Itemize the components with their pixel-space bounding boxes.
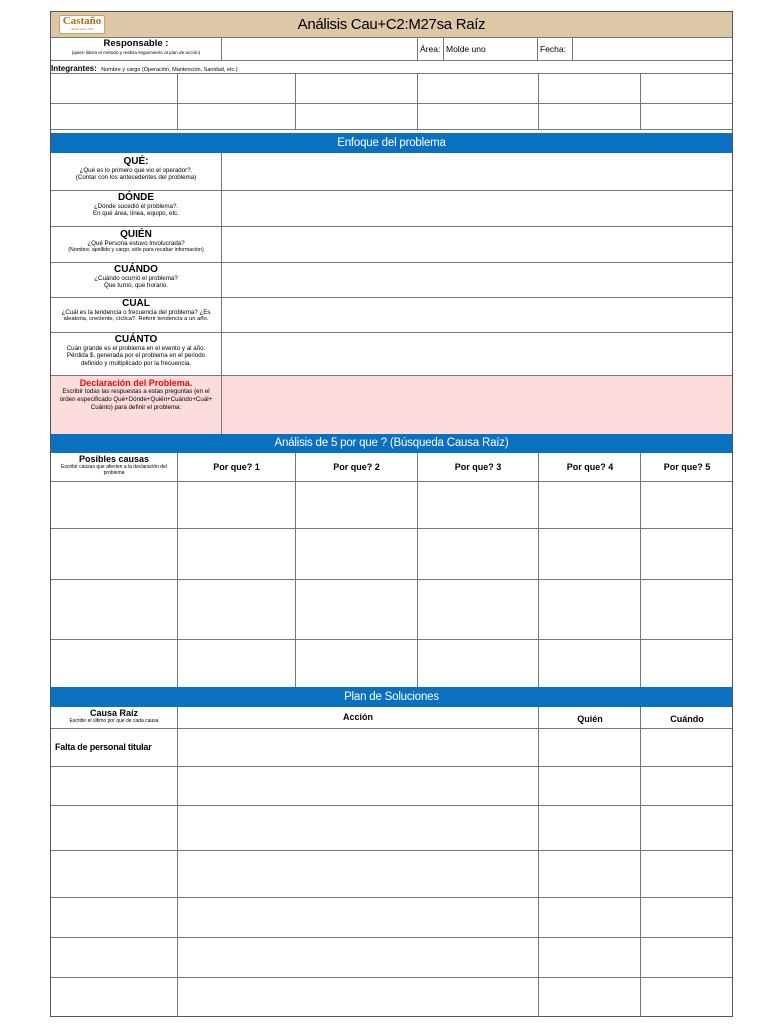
que-prompt [51, 156, 221, 189]
grid-line [295, 73, 296, 129]
grid-line [51, 37, 732, 38]
first-root-cause[interactable]: Falta de personal titular [55, 742, 152, 752]
responsable-label-cell [51, 38, 221, 60]
cuando-answer[interactable] [222, 263, 732, 297]
integrantes-label: Integrantes: [51, 64, 97, 73]
grid-line [177, 707, 178, 1017]
que-answer[interactable] [222, 154, 732, 190]
cuanto-title: CUÁNTO [114, 334, 158, 345]
area-value[interactable]: Molde uno [446, 44, 486, 54]
cuanto-line-3: definido y multiplicado por la frecuencia, [80, 359, 192, 367]
grid-line [51, 60, 732, 61]
donde-line-1: ¿Dónde sucedió el problema?. [93, 203, 179, 210]
declaracion-prompt [51, 378, 221, 434]
analysis-form [50, 11, 733, 1017]
cuando-title: CUÁNDO [114, 264, 158, 275]
donde-prompt [51, 192, 221, 225]
responsable-sub: (quien lidera el método y realiza seguimiento al plan de acción) [71, 50, 201, 55]
enfoque-section-header: Enfoque del problema [51, 133, 732, 153]
porque-4-header: Por que? 4 [566, 462, 614, 472]
posibles-causas-header [51, 454, 177, 482]
grid-line [51, 129, 732, 130]
declaracion-line-2: orden especificado Qué+Dónde+Quién+Cuándo+Cuál+ [59, 396, 213, 403]
grid-line [177, 453, 178, 687]
posibles-causas-sub: Escribir causas que afecten a la declaración del problema [61, 464, 167, 476]
cinco-porque-section-header: Análisis de 5 por que ? (Búsqueda Causa Raíz) [51, 434, 732, 453]
grid-line [443, 37, 444, 60]
quien-line-1: ¿Qué Persona estuvo Involucrada? [87, 240, 185, 247]
grid-line [537, 37, 538, 60]
cuando-header: Cuándo [670, 714, 704, 724]
cual-line-2: aleatoria, creciente, cíclica?. Referir tendencia a un año. [63, 316, 209, 323]
donde-title: DÓNDE [117, 192, 155, 203]
grid-line [538, 707, 539, 1017]
que-line-2: (Contar con los antecedentes del problema) [75, 174, 197, 182]
integrantes-header [51, 61, 732, 73]
causa-raiz-sub: Escribir el último por que de cada causa [69, 718, 159, 724]
declaracion-answer[interactable] [222, 376, 732, 434]
quien-line-2: (Nombre, apellido y cargo, sólo para recabar información) [68, 247, 204, 254]
declaracion-line-3: Cuánto) para definir el problema: [90, 404, 182, 411]
grid-line [51, 262, 732, 263]
grid-line [221, 37, 222, 60]
donde-answer[interactable] [222, 191, 732, 226]
grid-line [51, 226, 732, 227]
grid-line [51, 579, 732, 580]
grid-line [640, 707, 641, 1017]
cual-answer[interactable] [222, 298, 732, 332]
logo-tagline: calidad desde 1936 [70, 27, 94, 31]
quien-prompt [51, 229, 221, 262]
causa-raiz-header [51, 708, 177, 728]
porque-2-header: Por que? 2 [333, 462, 380, 472]
cual-line-1: ¿Cuál es la tendencia o frecuencia del problema? ¿Es [61, 309, 211, 316]
cuanto-line-2: Pérdida $, generada por el problema en el periodo [66, 352, 206, 360]
quien-answer[interactable] [222, 227, 732, 262]
grid-line [51, 850, 732, 851]
grid-line [221, 153, 222, 434]
grid-line [572, 37, 573, 60]
grid-line [51, 728, 732, 729]
fecha-input[interactable] [574, 38, 732, 60]
page-title: Análisis Cau+C2:M27sa Raíz [297, 16, 486, 33]
cuando-line-1: ¿Cuándo ocurrió el problema? [94, 275, 178, 282]
grid-line [295, 453, 296, 687]
responsable-input[interactable] [222, 38, 416, 60]
causa-raiz-title: Causa Raíz [89, 708, 139, 718]
porque-1-header: Por que? 1 [213, 462, 260, 472]
fecha-label: Fecha: [540, 44, 566, 54]
grid-line [51, 73, 732, 74]
grid-line [51, 103, 732, 104]
grid-line [640, 73, 641, 129]
declaracion-title: Declaración del Problema. [79, 378, 193, 388]
cuanto-answer[interactable] [222, 333, 732, 375]
grid-line [51, 297, 732, 298]
grid-line [538, 453, 539, 687]
posibles-causas-title: Posibles causas [78, 454, 150, 464]
grid-line [51, 897, 732, 898]
porque-5-header: Por que? 5 [663, 462, 711, 472]
responsable-label: Responsable : [103, 38, 169, 49]
grid-line [417, 37, 418, 60]
cual-prompt [51, 298, 221, 331]
grid-line [51, 190, 732, 191]
grid-line [51, 977, 732, 978]
grid-line [538, 73, 539, 129]
integrantes-sub: Nombre y cargo (Operación, Mantención, Sanidad, etc.) [101, 67, 238, 73]
cual-title: CUÁL [122, 298, 150, 309]
grid-line [640, 453, 641, 687]
plan-section-header: Plan de Soluciones [51, 687, 732, 707]
cuanto-prompt [51, 334, 221, 374]
accion-header: Acción [342, 712, 373, 722]
area-label: Área: [420, 44, 441, 54]
quien-title: QUIÉN [120, 229, 152, 240]
grid-line [51, 937, 732, 938]
que-line-1: ¿Qué es lo primero que vio el operador?. [79, 167, 193, 174]
donde-line-2: En qué área, línea, equipo, etc. [93, 210, 179, 218]
grid-line [51, 766, 732, 767]
cuando-line-2: Que turno, que horario. [104, 282, 168, 290]
grid-line [417, 453, 418, 687]
grid-line [51, 805, 732, 806]
cuanto-line-1: Cuán grande es el problema en el evento y al año. [66, 345, 206, 352]
grid-line [51, 639, 732, 640]
porque-3-header: Por que? 3 [454, 462, 502, 472]
logo-text: Castaño [62, 15, 102, 27]
grid-line [417, 73, 418, 129]
cuando-prompt [51, 264, 221, 297]
grid-line [51, 375, 732, 376]
grid-line [51, 332, 732, 333]
grid-line [51, 528, 732, 529]
grid-line [177, 73, 178, 129]
quien-header: Quién [577, 714, 603, 724]
declaracion-line-1: Escribir todas las respuestas a estas preguntas (en el [62, 388, 210, 395]
grid-line [51, 481, 732, 482]
que-title: QUÉ: [123, 156, 149, 167]
